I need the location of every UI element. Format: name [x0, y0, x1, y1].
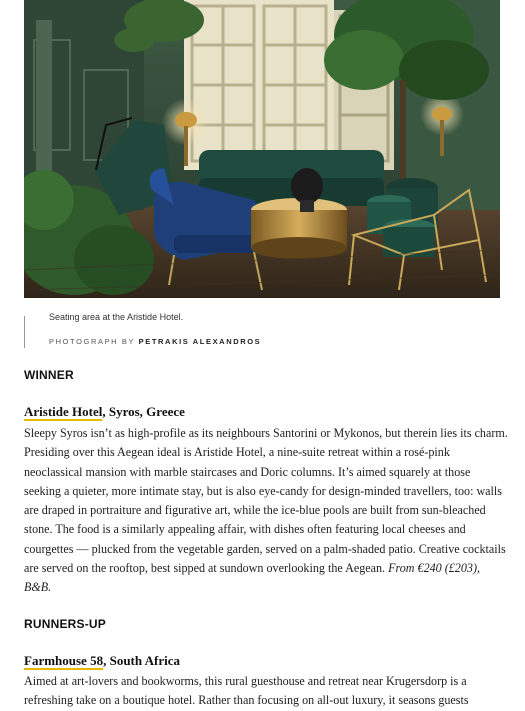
winner-description	[24, 424, 510, 598]
runner-up-description	[24, 672, 510, 711]
runners-up-heading: RUNNERS-UP	[24, 617, 107, 631]
winner-price: From €240 (£203), B&B.	[24, 561, 481, 595]
runner-up-title	[24, 653, 180, 669]
runner-up-location: , South Africa	[103, 653, 181, 668]
runner-up-hotel-link[interactable]: Farmhouse 58	[24, 653, 104, 668]
winner-hotel-link[interactable]: Aristide Hotel	[24, 404, 103, 419]
winner-location: , Syros, Greece	[102, 404, 185, 419]
photographer-name: PETRAKIS ALEXANDROS	[138, 337, 262, 346]
runner-up-body: Aimed at art-lovers and bookworms, this rural guesthouse and retreat near Krugersdorp is a refreshing take on a boutique hotel. Rather than focusing on all-out luxury, it seasons guests	[24, 674, 469, 708]
photo-caption: Seating area at the Aristide Hotel.	[49, 312, 184, 322]
winner-body: Sleepy Syros isn’t as high-profile as its neighbours Santorini or Mykonos, but therein lies its charm. Presiding over this Aegean ideal is Aristide Hotel, a nine-suite retreat within a rosé-pink neoclassical mansion with marble staircases and Doric columns. It’s aimed squarely at those seeking a quieter, more intimate stay, but is also eye-candy for design-minded travellers, too: walls are draped in portraiture and figurative art, while the ice-blue pools are built from sun-bleached stone. The food is a similarly appealing affair, with dishes often featuring local cheeses and courgettes — plucked from the vegetable garden, served on a palm-shaded patio. Creative cocktails are served on the rooftop, best sipped at sundown overlooking the Aegean.	[24, 426, 508, 576]
photo-credit-prefix: PHOTOGRAPH BY	[49, 337, 135, 346]
hotel-seating-photo	[24, 0, 500, 298]
photo-credit	[49, 337, 261, 346]
winner-title	[24, 404, 185, 420]
photo-caption-block	[24, 312, 525, 348]
winner-heading: WINNER	[24, 368, 74, 382]
